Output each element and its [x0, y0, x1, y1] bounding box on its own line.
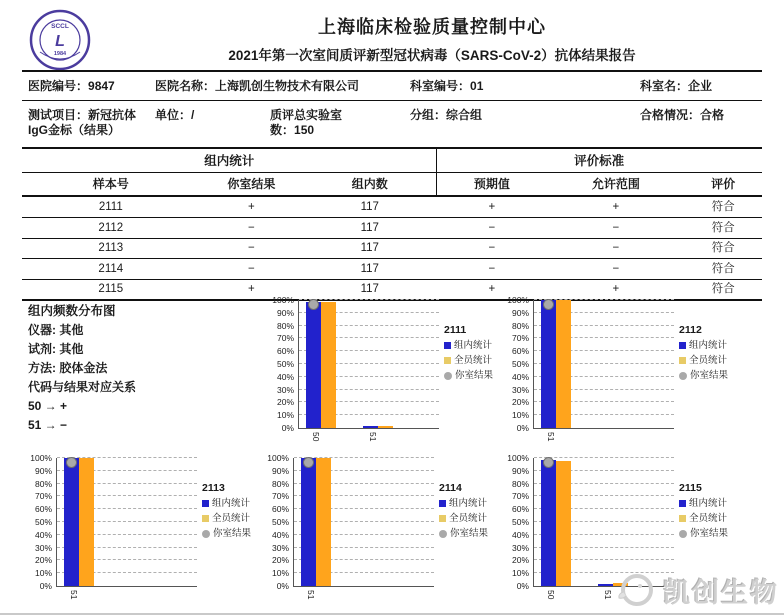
legend-square-icon	[202, 515, 209, 522]
y-tick-label: 50%	[271, 517, 289, 527]
cell: −	[488, 242, 496, 254]
plot-area	[533, 458, 674, 587]
y-tick-label: 90%	[271, 465, 289, 476]
y-tick-label: 60%	[34, 504, 52, 515]
unit-value: /	[191, 108, 195, 122]
y-tick-label: 80%	[511, 478, 529, 489]
freq-lines	[28, 321, 258, 435]
test-item-label: 测试项目：	[28, 108, 89, 122]
cell: −	[248, 262, 255, 275]
col-allowed-range: 允许范围	[591, 177, 640, 191]
x-axis-labels	[298, 429, 439, 455]
legend-label: 全员统计	[454, 355, 493, 366]
col-evaluation: 评价	[711, 177, 736, 191]
y-tick-label: 80%	[34, 478, 52, 489]
y-tick-label: 70%	[271, 491, 289, 502]
cell: 2112	[98, 221, 124, 234]
cell: +	[612, 283, 620, 295]
legend-square-icon	[439, 515, 446, 522]
y-tick-label: 30%	[34, 542, 52, 553]
y-tick-label: 60%	[511, 504, 529, 515]
bar-overall-51	[316, 458, 331, 586]
legend-entry	[679, 526, 757, 541]
cell: 2115	[98, 283, 124, 295]
freq-line: 试剂: 其他	[28, 342, 84, 356]
legend-entry	[679, 496, 757, 511]
bar-overall-50	[556, 461, 571, 586]
plot-area	[293, 458, 434, 587]
cell: +	[612, 201, 620, 213]
x-axis-labels	[533, 429, 674, 455]
cell: −	[488, 262, 496, 275]
cell: 符合	[711, 242, 735, 254]
legend-label: 组内统计	[212, 498, 251, 509]
col-expected: 预期值	[473, 177, 510, 191]
chart-legend	[679, 324, 757, 455]
legend-entry	[679, 511, 757, 526]
dept-no-label: 科室编号：	[410, 79, 471, 93]
hospital-name-label: 医院名称：	[155, 79, 216, 93]
legend-label: 组内统计	[689, 340, 728, 351]
legend-square-icon	[444, 357, 451, 364]
cell: +	[248, 283, 255, 295]
hospital-name	[155, 79, 359, 94]
watermark	[615, 570, 779, 610]
total-labs	[270, 108, 362, 138]
y-tick-label: 40%	[34, 529, 52, 540]
freq-line: 代码与结果对应关系	[28, 380, 137, 394]
cell: 117	[360, 262, 379, 275]
y-tick-label: 10%	[34, 568, 52, 579]
logo-emblem: L	[55, 33, 65, 50]
legend-square-icon	[444, 342, 451, 349]
hospital-name-value: 上海凯创生物技术有限公司	[215, 79, 360, 93]
legend-label: 你室结果	[450, 528, 489, 539]
legend-label: 你室结果	[455, 370, 494, 381]
table-column-header-row	[22, 173, 762, 195]
freq-chart-2112	[503, 295, 757, 455]
y-tick-label: 50%	[511, 517, 529, 527]
y-axis	[268, 295, 298, 433]
table-group-header-row	[22, 150, 762, 172]
bar-group-51	[301, 458, 316, 586]
y-tick-label: 60%	[511, 346, 529, 357]
table-row-2115	[22, 279, 762, 299]
cell: 117	[360, 242, 379, 254]
bar-group-51	[541, 300, 556, 428]
x-axis-labels	[293, 587, 434, 613]
x-tick-label: 51	[368, 432, 378, 442]
cell: 符合	[711, 283, 735, 295]
y-tick-label: 60%	[276, 346, 294, 357]
cell: −	[488, 221, 496, 234]
y-axis	[503, 453, 533, 591]
x-tick-label: 51	[603, 590, 613, 600]
legend-label: 全员统计	[689, 355, 728, 366]
freq-line: 51 → −	[28, 418, 68, 432]
y-tick-label: 50%	[34, 517, 52, 527]
y-axis	[503, 295, 533, 433]
legend-circle-icon	[679, 372, 687, 380]
cell: +	[488, 201, 496, 213]
cell: −	[612, 262, 620, 275]
legend-title: 2111	[444, 324, 467, 336]
y-tick-label: 70%	[276, 333, 294, 344]
y-tick-label: 20%	[34, 555, 52, 566]
plot-area	[298, 300, 439, 429]
x-tick-label: 51	[306, 590, 316, 600]
legend-entry	[679, 368, 757, 383]
y-tick-label: 0%	[516, 423, 529, 433]
y-tick-label: 100%	[507, 295, 529, 305]
qualified-status	[640, 108, 724, 123]
bar-overall-51	[378, 426, 393, 428]
y-tick-label: 70%	[34, 491, 52, 502]
legend-square-icon	[679, 342, 686, 349]
legend-label: 全员统计	[212, 513, 251, 524]
cell: +	[248, 201, 255, 213]
y-tick-label: 10%	[271, 568, 289, 579]
group	[410, 108, 482, 123]
unit	[155, 108, 194, 123]
bar-overall-50	[321, 302, 336, 428]
y-tick-label: 20%	[271, 555, 289, 566]
legend-square-icon	[679, 515, 686, 522]
bar-group-51	[598, 584, 613, 586]
group-label: 分组：	[410, 108, 447, 122]
legend-title: 2112	[679, 324, 702, 336]
y-tick-label: 0%	[39, 581, 52, 591]
freq-chart-2114	[263, 453, 517, 613]
y-tick-label: 50%	[511, 359, 529, 369]
y-tick-label: 100%	[30, 453, 52, 463]
cell: −	[248, 221, 255, 234]
plot-area	[533, 300, 674, 429]
y-tick-label: 60%	[271, 504, 289, 515]
y-tick-label: 80%	[276, 320, 294, 331]
cell: 2113	[98, 242, 124, 254]
cell: 符合	[711, 201, 735, 213]
legend-label: 全员统计	[449, 513, 488, 524]
legend-entry	[679, 338, 757, 353]
bar-overall-51	[556, 300, 571, 428]
y-tick-label: 20%	[276, 397, 294, 408]
qualified-status-value: 合格	[700, 108, 725, 122]
cell: 2114	[98, 262, 124, 275]
y-tick-label: 100%	[272, 295, 294, 305]
y-tick-label: 90%	[34, 465, 52, 476]
bar-group-50	[541, 460, 556, 586]
x-tick-label: 50	[311, 432, 321, 442]
dept-no-value: 01	[470, 79, 484, 93]
hospital-no	[28, 79, 115, 94]
y-tick-label: 0%	[281, 423, 294, 433]
legend-square-icon	[439, 500, 446, 507]
y-tick-label: 30%	[276, 384, 294, 395]
watermark-chick-icon	[615, 570, 657, 610]
legend-label: 组内统计	[454, 340, 493, 351]
cell: −	[612, 242, 620, 254]
unit-label: 单位：	[155, 108, 192, 122]
legend-circle-icon	[439, 530, 447, 538]
y-axis	[26, 453, 56, 591]
y-axis	[263, 453, 293, 591]
total-labs-label: 质评总实验室数：	[270, 108, 343, 137]
dept-no	[410, 79, 483, 94]
y-tick-label: 80%	[511, 320, 529, 331]
legend-label: 组内统计	[689, 498, 728, 509]
bar-group-51	[64, 458, 79, 586]
legend-square-icon	[202, 500, 209, 507]
legend-circle-icon	[679, 530, 687, 538]
y-tick-label: 30%	[511, 542, 529, 553]
cell: 117	[360, 221, 379, 234]
y-tick-label: 0%	[276, 581, 289, 591]
hospital-no-value: 9847	[88, 79, 115, 93]
cell: −	[248, 242, 255, 254]
legend-square-icon	[679, 357, 686, 364]
gridline	[534, 457, 674, 458]
y-tick-label: 50%	[276, 359, 294, 369]
test-item-value: 新冠抗体IgG金标（结果）	[28, 108, 137, 137]
group-value: 综合组	[446, 108, 483, 122]
legend-entry	[679, 353, 757, 368]
legend-label: 你室结果	[213, 528, 252, 539]
y-tick-label: 100%	[267, 453, 289, 463]
qualified-status-label: 合格情况：	[640, 108, 701, 122]
y-tick-label: 70%	[511, 491, 529, 502]
y-tick-label: 40%	[271, 529, 289, 540]
y-tick-label: 90%	[276, 307, 294, 318]
table-row-2114	[22, 259, 762, 279]
legend-square-icon	[679, 500, 686, 507]
table-row-2112	[22, 218, 762, 238]
freq-chart-2111	[268, 295, 522, 455]
x-tick-label: 51	[69, 590, 79, 600]
legend-circle-icon	[202, 530, 210, 538]
col-your-result: 你室结果	[227, 177, 276, 191]
freq-line: 50 → +	[28, 399, 68, 413]
x-axis-labels	[56, 587, 197, 613]
divider-header	[22, 70, 762, 72]
sccl-logo	[28, 8, 92, 72]
y-tick-label: 10%	[276, 410, 294, 421]
cell: 117	[360, 283, 379, 295]
legend-title: 2115	[679, 482, 702, 494]
legend-circle-icon	[444, 372, 452, 380]
dept-name-value: 企业	[688, 79, 713, 93]
bar-group-51	[363, 426, 378, 428]
bar-overall-51	[79, 458, 94, 586]
test-item	[28, 108, 146, 138]
y-tick-label: 90%	[511, 307, 529, 318]
y-tick-label: 0%	[516, 581, 529, 591]
freq-chart-2113	[26, 453, 280, 613]
y-tick-label: 20%	[511, 397, 529, 408]
freq-title: 组内频数分布图	[28, 304, 116, 318]
y-tick-label: 10%	[511, 410, 529, 421]
col-group-count: 组内数	[351, 177, 388, 191]
legend-label: 组内统计	[449, 498, 488, 509]
table-row-2111	[22, 197, 762, 217]
y-tick-label: 70%	[511, 333, 529, 344]
y-tick-label: 20%	[511, 555, 529, 566]
x-tick-label: 51	[546, 432, 556, 442]
logo-year-text: 1984	[53, 51, 67, 57]
plot-area	[56, 458, 197, 587]
y-tick-label: 90%	[511, 465, 529, 476]
divider-info2	[22, 147, 762, 149]
legend-title: 2113	[202, 482, 225, 494]
legend-label: 全员统计	[689, 513, 728, 524]
watermark-text: 凯创生物	[663, 577, 779, 608]
y-tick-label: 30%	[511, 384, 529, 395]
bar-group-50	[306, 302, 321, 428]
x-tick-label: 50	[546, 590, 556, 600]
freq-line: 方法: 胶体金法	[28, 361, 108, 375]
y-tick-label: 40%	[276, 371, 294, 382]
logo-abbr-text: SCCL	[51, 23, 69, 30]
y-tick-label: 100%	[507, 453, 529, 463]
cell: 117	[360, 201, 379, 213]
cell: 2111	[98, 201, 123, 213]
cell: 符合	[711, 262, 735, 275]
freq-info-block	[28, 302, 258, 435]
org-title: 上海临床检验质量控制中心	[318, 17, 546, 37]
col-sample-no: 样本号	[92, 177, 129, 191]
cell: 符合	[711, 221, 735, 234]
total-labs-value: 150	[294, 123, 315, 137]
table-row-2113	[22, 238, 762, 258]
group-header-criteria: 评价标准	[574, 154, 625, 168]
group-header-intra: 组内统计	[204, 154, 255, 168]
legend-label: 你室结果	[690, 528, 729, 539]
cell: −	[612, 221, 620, 234]
y-tick-label: 30%	[271, 542, 289, 553]
legend-label: 你室结果	[690, 370, 729, 381]
divider-info1	[22, 100, 762, 101]
dept-name	[640, 79, 712, 94]
dept-name-label: 科室名：	[640, 79, 689, 93]
y-tick-label: 40%	[511, 529, 529, 540]
y-tick-label: 40%	[511, 371, 529, 382]
freq-line: 仪器: 其他	[28, 323, 84, 337]
gridline	[299, 299, 439, 300]
report-title: 2021年第一次室间质评新型冠状病毒（SARS-CoV-2）抗体结果报告	[228, 48, 636, 63]
y-tick-label: 10%	[511, 568, 529, 579]
cell: +	[488, 283, 496, 295]
y-tick-label: 80%	[271, 478, 289, 489]
hospital-no-label: 医院编号：	[28, 79, 89, 93]
legend-title: 2114	[439, 482, 462, 494]
